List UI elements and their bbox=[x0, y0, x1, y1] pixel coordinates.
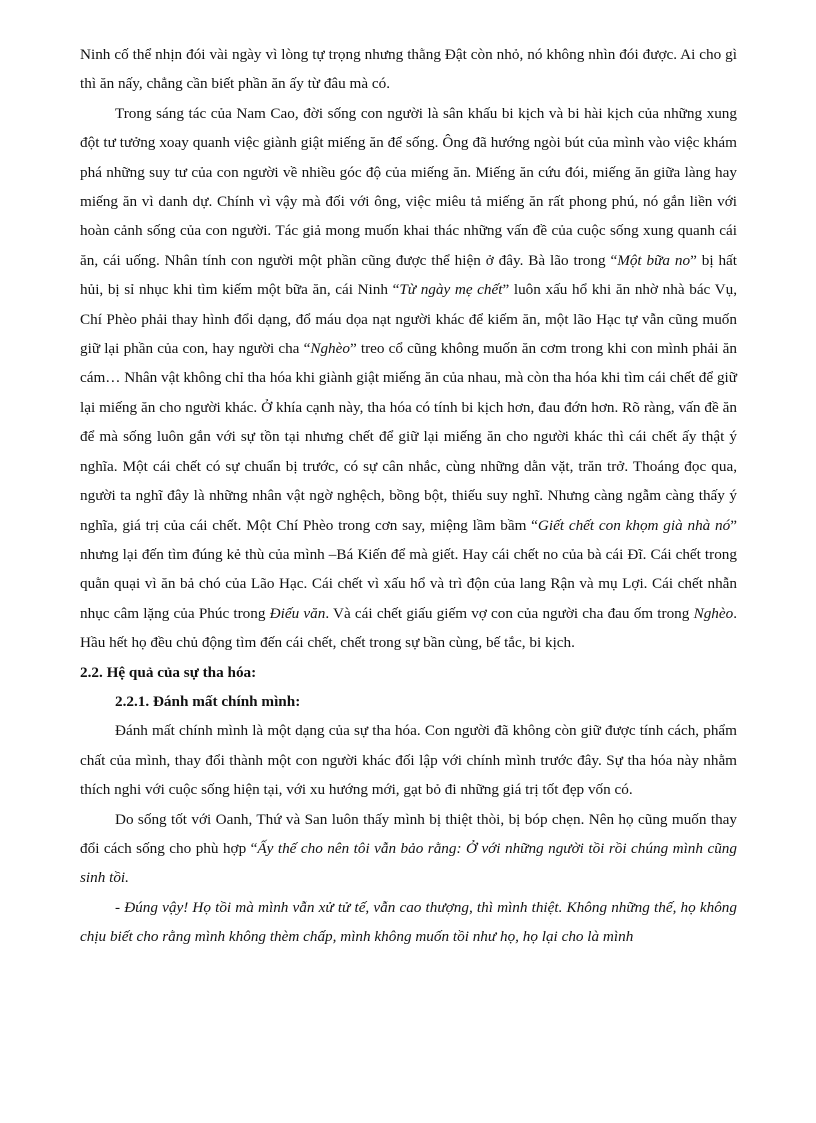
text-segment: . Và cái chết giấu giếm vợ con của người cha đau ốm trong bbox=[325, 604, 694, 622]
text-segment: ” bị hất hủi, bị sỉ nhục khi tìm kiếm một bữa ăn, cái Ninh “ bbox=[80, 251, 738, 299]
italic-text: Ấy thế cho nên tôi vẫn bảo rằng: Ở với những người tồi rồi chúng mình cũng sinh tồi. bbox=[80, 839, 737, 887]
italic-text: Từ ngày mẹ chết bbox=[399, 281, 503, 299]
section-heading-2-2 bbox=[80, 658, 737, 687]
paragraph-quote-dung-vay bbox=[80, 893, 737, 952]
text-segment: . Hầu hết họ đều chủ động tìm đến cái chết, chết trong sự bần cùng, bế tắc, bi kịch. bbox=[80, 604, 738, 652]
text-segment: ” luôn xấu hổ khi ăn nhờ nhà bác Vụ, Chí Phèo phải thay hình đổi dạng, đổ máu dọa nạt người khác để kiếm ăn, một lão Hạc tự vẫn cũng muốn giữ lại phần của con, hay người cha “ bbox=[80, 281, 738, 358]
bold-text: 2.2. Hệ quả của sự tha hóa bbox=[80, 663, 252, 681]
text-segment: : bbox=[251, 663, 257, 681]
bold-text: 2.2.1. Đánh mất chính mình bbox=[115, 692, 296, 710]
text-segment: Trong sáng tác của Nam Cao, đời sống con người là sân khấu bi kịch và bi hài kịch của những xung đột tư tưởng xoay quanh việc giành giật miếng ăn để sống. Ông đã hướng ngòi bút của mình vào việc khám phá những suy tư của con người về nhiều góc độ của miếng ăn. Miếng ăn cứu đói, miếng ăn giữa làng hay miếng ăn vì danh dự. Chính vì vậy mà đối với ông, việc miêu tả miếng ăn rất phong phú, nó gắn liền với hoàn cảnh sống của con người. Tác giả mong muốn khai thác những vấn đề của cuộc sống xung quanh cái ăn, cái uống. Nhân tính con người một phần cũng được thể hiện ở đây. Bà lão trong “ bbox=[80, 104, 737, 269]
italic-text: Nghèo bbox=[310, 340, 350, 358]
italic-text: Một bữa no bbox=[617, 251, 691, 269]
text-segment: Do sống tốt với Oanh, Thứ và San luôn thấy mình bị thiệt thòi, bị bóp chẹn. Nên họ cũng muốn thay đổi cách sống cho phù hợp “ bbox=[80, 810, 737, 857]
paragraph-oanh-thu-san bbox=[80, 805, 737, 893]
italic-text: Điếu văn bbox=[269, 604, 326, 622]
text-segment: : bbox=[295, 692, 301, 710]
document-page bbox=[80, 40, 737, 952]
text-segment: Ninh cố thể nhịn đói vài ngày vì lòng tự trọng nhưng thằng Đật còn nhỏ, nó không nhìn đói được. Ai cho gì thì ăn nấy, chẳng cần biết phần ăn ấy từ đâu mà có. bbox=[80, 46, 737, 93]
subsection-heading-2-2-1 bbox=[80, 687, 737, 716]
text-segment: ” nhưng lại đến tìm đúng kẻ thù của mình –Bá Kiến để mà giết. Hay cái chết no của bà cái Đĩ. Cái chết trong quằn quại vì ăn bả chó của Lão Hạc. Cái chết vì xấu hổ và trì độn của lang Rận và mụ Lợi. Cái chết nhẫn nhục câm lặng của Phúc trong bbox=[80, 516, 737, 622]
paragraph-continuation bbox=[80, 40, 737, 99]
italic-text: - Đúng vậy! Họ tồi mà mình vẫn xử tử tế, vẫn cao thượng, thì mình thiệt. Không những thế, họ không chịu biết cho rằng mình không thèm chấp, mình không muốn tồi như họ, họ lại cho là mình bbox=[80, 898, 737, 946]
text-segment: Đánh mất chính mình là một dạng của sự tha hóa. Con người đã không còn giữ được tính cách, phẩm chất của mình, thay đổi thành một con người khác đối lập với chính mình trước đây. Sự tha hóa này nhằm thích nghi với cuộc sống hiện tại, với xu hướng mới, gạt bỏ đi những giá trị tốt đẹp vốn có. bbox=[80, 722, 737, 799]
text-segment: ” treo cổ cũng không muốn ăn cơm trong khi con mình phải ăn cám… Nhân vật không chỉ tha hóa khi giành giật miếng ăn của nhau, mà còn tha hóa khi tìm cái chết để giữ lại miếng ăn cho người khác. Ở khía cạnh này, tha hóa có tính bi kịch hơn, đau đớn hơn. Rõ ràng, vấn đề ăn để mà sống luôn gắn với sự tồn tại nhưng chết để giữ lại miếng ăn cho người khác thì cái chết ấy thật ý nghĩa. Một cái chết có sự chuẩn bị trước, có sự cân nhắc, cùng những dằn vặt, trăn trở. Thoáng đọc qua, người ta nghĩ đây là những nhân vật ngờ nghệch, bồng bột, thiếu suy nghĩ. Nhưng càng ngẫm càng thấy ý nghĩa, giá trị của cái chết. Một Chí Phèo trong cơn say, miệng lầm bầm “ bbox=[80, 340, 737, 534]
italic-text: Giết chết con khọm già nhà nó bbox=[537, 516, 731, 534]
paragraph-nam-cao-food bbox=[80, 99, 737, 658]
italic-text: Nghèo bbox=[693, 604, 734, 622]
paragraph-losing-oneself bbox=[80, 716, 737, 804]
